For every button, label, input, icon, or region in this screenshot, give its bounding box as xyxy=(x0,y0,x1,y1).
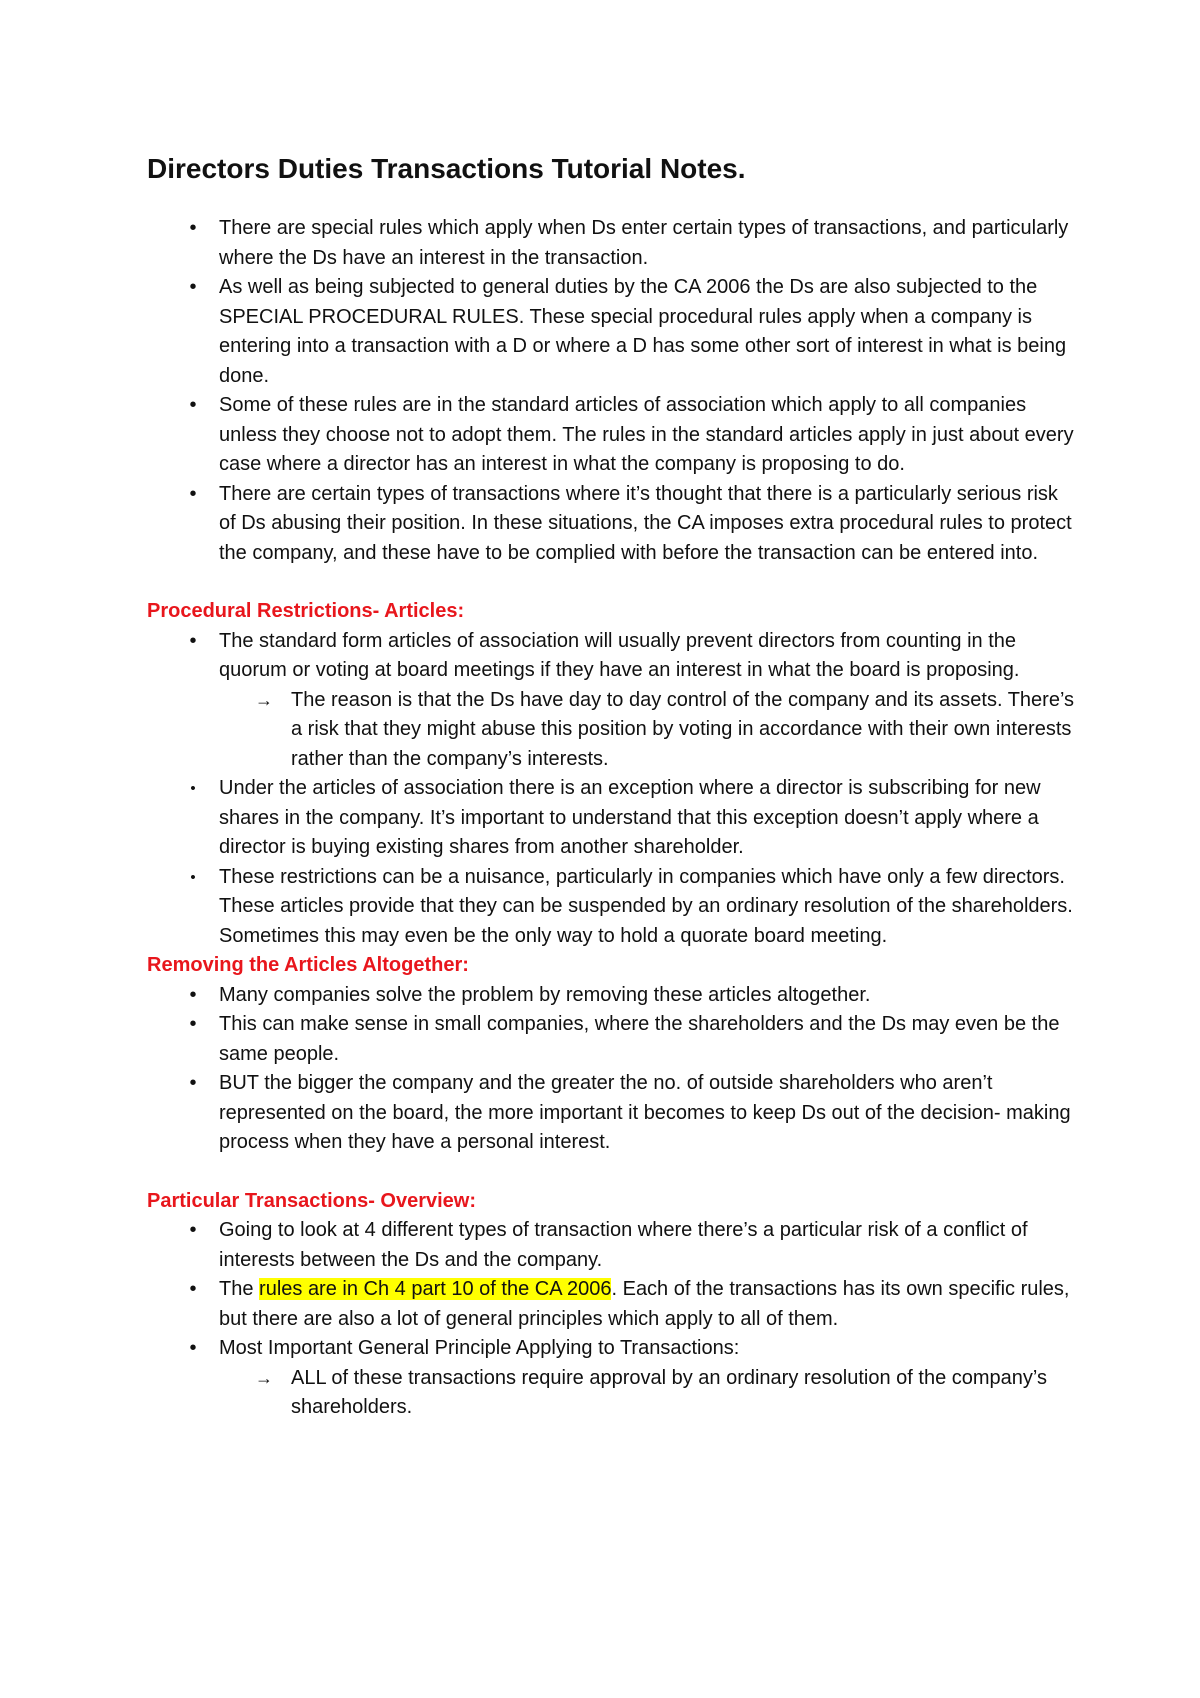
bullet-icon: • xyxy=(189,1278,197,1300)
highlighted-text: rules are in Ch 4 part 10 of the CA 2006 xyxy=(259,1278,612,1300)
list-item xyxy=(147,627,1077,775)
list-item-text: Some of these rules are in the standard articles of association which apply to all companies unless they choose not to adopt them. The rules in the standard articles apply in just about every case where a director has an interest in what the company is proposing to do. xyxy=(219,394,1074,475)
bullet-icon: • xyxy=(189,482,197,505)
intro-bullet-list xyxy=(147,214,1077,568)
list-item-text: Going to look at 4 different types of transaction where there’s a particular risk of a conflict of interests between the Ds and the company. xyxy=(219,1219,1028,1271)
bullet-icon: • xyxy=(189,629,197,652)
list-item-text: This can make sense in small companies, where the shareholders and the Ds may even be the same people. xyxy=(219,1013,1060,1065)
list-item-text: There are certain types of transactions where it’s thought that there is a particularly serious risk of Ds abusing their position. In these situations, the CA imposes extra procedural rules to protect the company, and these have to be complied with before the transaction can be entered into. xyxy=(219,482,1072,564)
arrow-icon: → xyxy=(255,1367,273,1388)
articles-bullet-list xyxy=(147,627,1077,952)
bullet-icon: • xyxy=(189,1013,197,1035)
arrow-icon: → xyxy=(255,689,273,710)
list-item-text: As well as being subjected to general duties by the CA 2006 the Ds are also subjected to the SPECIAL PROCEDURAL RULES. These special procedural rules apply when a company is entering into a transaction with a D or where a D has some other sort of interest in what is being done. xyxy=(219,276,1067,387)
list-item xyxy=(147,1069,1077,1158)
bullet-icon: • xyxy=(189,1072,197,1094)
section-heading-transactions: Particular Transactions- Overview: xyxy=(147,1189,477,1212)
section-heading-removing: Removing the Articles Altogether: xyxy=(147,954,469,976)
list-item xyxy=(147,214,1077,273)
list-item-text: The standard form articles of association will usually prevent directors from counting in the quorum or voting at board meetings if they have an interest in what the board is proposing. xyxy=(219,629,1020,681)
list-item-text: There are special rules which apply when Ds enter certain types of transactions, and particularly where the Ds have an interest in the transaction. xyxy=(219,217,1069,269)
sub-point xyxy=(219,1364,1077,1423)
document-content xyxy=(147,152,1077,1423)
document-title: Directors Duties Transactions Tutorial Notes. xyxy=(147,153,746,184)
spacer xyxy=(147,568,1077,597)
sub-point xyxy=(219,686,1077,775)
list-item xyxy=(147,1275,1077,1334)
list-item-text: Under the articles of association there is an exception where a director is subscribing for new shares in the company. It’s important to understand that this exception doesn’t apply where a director is buying existing shares from another shareholder. xyxy=(219,777,1041,858)
bullet-icon: • xyxy=(189,276,197,298)
list-item xyxy=(147,480,1077,569)
list-item-text-start: The xyxy=(219,1278,260,1300)
list-item xyxy=(147,273,1077,391)
bullet-icon: • xyxy=(190,868,196,886)
bullet-icon: • xyxy=(190,780,196,797)
transactions-bullet-list xyxy=(147,1216,1077,1423)
list-item-text: Many companies solve the problem by removing these articles altogether. xyxy=(219,983,871,1006)
list-item xyxy=(147,391,1077,480)
spacer xyxy=(147,1158,1077,1187)
bullet-icon: • xyxy=(189,217,197,239)
list-item-text: Most Important General Principle Applying to Transactions: xyxy=(219,1337,740,1359)
list-item xyxy=(147,1010,1077,1069)
sub-point-text: ALL of these transactions require approval by an ordinary resolution of the company’s shareholders. xyxy=(291,1366,1047,1418)
list-item-text: BUT the bigger the company and the greater the no. of outside shareholders who aren’t represented on the board, the more important it becomes to keep Ds out of the decision- making process when they have a personal interest. xyxy=(219,1072,1071,1153)
list-item xyxy=(147,1334,1077,1423)
list-item xyxy=(147,1216,1077,1275)
bullet-icon: • xyxy=(189,394,197,416)
bullet-icon: • xyxy=(189,983,197,1006)
bullet-icon: • xyxy=(189,1219,197,1241)
sub-point-text: The reason is that the Ds have day to day control of the company and its assets. There’s a risk that they might abuse this position by voting in accordance with their own interests rather than the company’s interests. xyxy=(291,688,1075,770)
bullet-icon: • xyxy=(189,1337,197,1359)
list-item xyxy=(147,981,1077,1011)
list-item xyxy=(147,863,1077,952)
list-item-text-end: . Each of the transactions has its own specific rules, but there are also a lot of general principles which apply to all of them. xyxy=(219,1278,1070,1330)
list-item-text: These restrictions can be a nuisance, particularly in companies which have only a few directors. These articles provide that they can be suspended by an ordinary resolution of the shareholders. Sometimes this may even be the only way to hold a quorate board meeting. xyxy=(219,865,1073,947)
section-heading-articles: Procedural Restrictions- Articles: xyxy=(147,600,465,622)
list-item xyxy=(147,774,1077,863)
removing-bullet-list xyxy=(147,981,1077,1158)
